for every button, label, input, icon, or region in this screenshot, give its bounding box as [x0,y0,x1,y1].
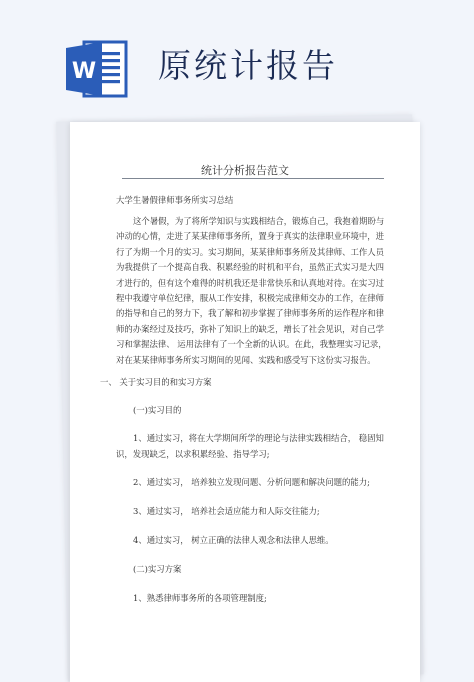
goal-item: 2、通过实习， 培养独立发现问题、分析问题和解决问题的能力; [133,477,370,488]
intro-paragraph [116,214,394,368]
subsection-heading: (一)实习目的 [133,405,182,416]
intro-line: 行了为期一个月的实习。实习期间，某某律师事务所及其律师、工作人员 [116,246,384,257]
word-logo-letter: W [71,59,97,84]
intro-line: 才进行的，但有这个难得的时机我还是非常快乐和认真地对待。在实习过 [116,277,384,288]
document-page [70,122,420,682]
intro-line: 师的办案经过及技巧，弥补了知识上的缺乏，增长了社会见识，对自己学 [116,323,384,334]
intro-line: 程中我遵守单位纪律，服从工作安排，积极完成律师交办的工作，在律师 [116,293,384,304]
document-subtitle: 大学生暑假律师事务所实习总结 [116,195,234,205]
title-divider [122,178,384,179]
document-body [100,192,394,607]
banner-title: 原统计报告 [158,46,338,85]
intro-line: 为我提供了一个提高自我、积累经验的时机和平台，虽然正式实习是大四 [116,262,384,273]
banner [0,0,474,110]
goal-item: 3、通过实习， 培养社会适应能力和人际交往能力; [133,506,320,517]
goal-item-continued: 识，发现缺乏，以求积累经验、指导学习; [116,449,270,460]
intro-line: 冲动的心情，走进了某某律师事务所，置身于真实的法律职业环境中，进 [116,231,384,242]
intro-line: 这个暑假，为了将所学知识与实践相结合，锻炼自己，我抱着期盼与 [133,216,385,226]
intro-line: 习和掌握法律、 运用法律有了一个全新的认识。在此，我整理实习记录， [116,339,387,350]
word-document-icon [66,40,128,98]
subsection-heading: (二)实习方案 [133,564,182,575]
intro-line: 对在某某律师事务所实习期间的见闻、实践和感受写下这份实习报告。 [116,354,376,365]
section-heading: 一、 关于实习目的和实习方案 [100,377,212,388]
goal-item: 1、通过实习，将在大学期间所学的理论与法律实践相结合， 稳固知 [133,433,384,444]
plan-item: 1、熟悉律师事务所的各项管理制度; [133,593,267,604]
intro-line: 的指导和自己的努力下，我了解和初步掌握了律师事务所的运作程序和律 [116,308,384,319]
goal-item: 4、通过实习， 树立正确的法律人观念和法律人思维。 [133,535,334,546]
document-title: 统计分析报告范文 [201,164,289,177]
